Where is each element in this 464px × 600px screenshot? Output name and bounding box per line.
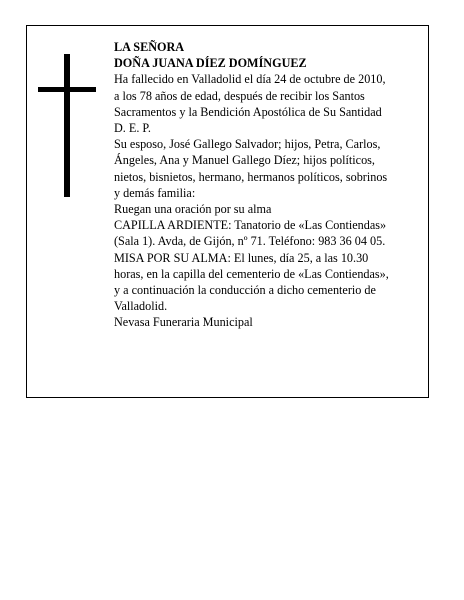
notice-line: y a continuación la conducción a dicho cementerio de [114, 283, 376, 298]
notice-line: nietos, bisnietos, hermano, hermanos políticos, sobrinos [114, 169, 388, 184]
notice-line: a los 78 años de edad, después de recibir los Santos [114, 88, 365, 103]
notice-line: (Sala 1). Avda, de Gijón, nº 71. Teléfono: 983 36 04 05. [114, 234, 386, 249]
notice-heading-title: LA SEÑORA [114, 40, 185, 54]
notice-line: horas, en la capilla del cementerio de «Las Contiendas», [114, 266, 389, 281]
notice-line: Nevasa Funeraria Municipal [114, 315, 253, 330]
notice-line: Ruegan una oración por su alma [114, 202, 272, 217]
notice-line: MISA POR SU ALMA: El lunes, día 25, a las 10.30 [114, 250, 369, 265]
notice-line: Ángeles, Ana y Manuel Gallego Díez; hijos políticos, [114, 153, 375, 168]
notice-text [114, 39, 428, 331]
notice-line: Ha fallecido en Valladolid el día 24 de octubre de 2010, [114, 72, 386, 87]
cross-horizontal-bar [38, 87, 96, 92]
deceased-name: DOÑA JUANA DÍEZ DOMÍNGUEZ [114, 56, 307, 71]
notice-line: Valladolid. [114, 299, 168, 314]
cross-icon [38, 54, 96, 197]
notice-line: Sacramentos y la Bendición Apostólica de Su Santidad [114, 104, 382, 119]
notice-line: y demás familia: [114, 185, 196, 200]
notice-line: D. E. P. [114, 121, 151, 136]
cross-vertical-bar [64, 54, 70, 197]
notice-line: CAPILLA ARDIENTE: Tanatorio de «Las Contiendas» [114, 218, 387, 233]
notice-line: Su esposo, José Gallego Salvador; hijos, Petra, Carlos, [114, 137, 381, 152]
